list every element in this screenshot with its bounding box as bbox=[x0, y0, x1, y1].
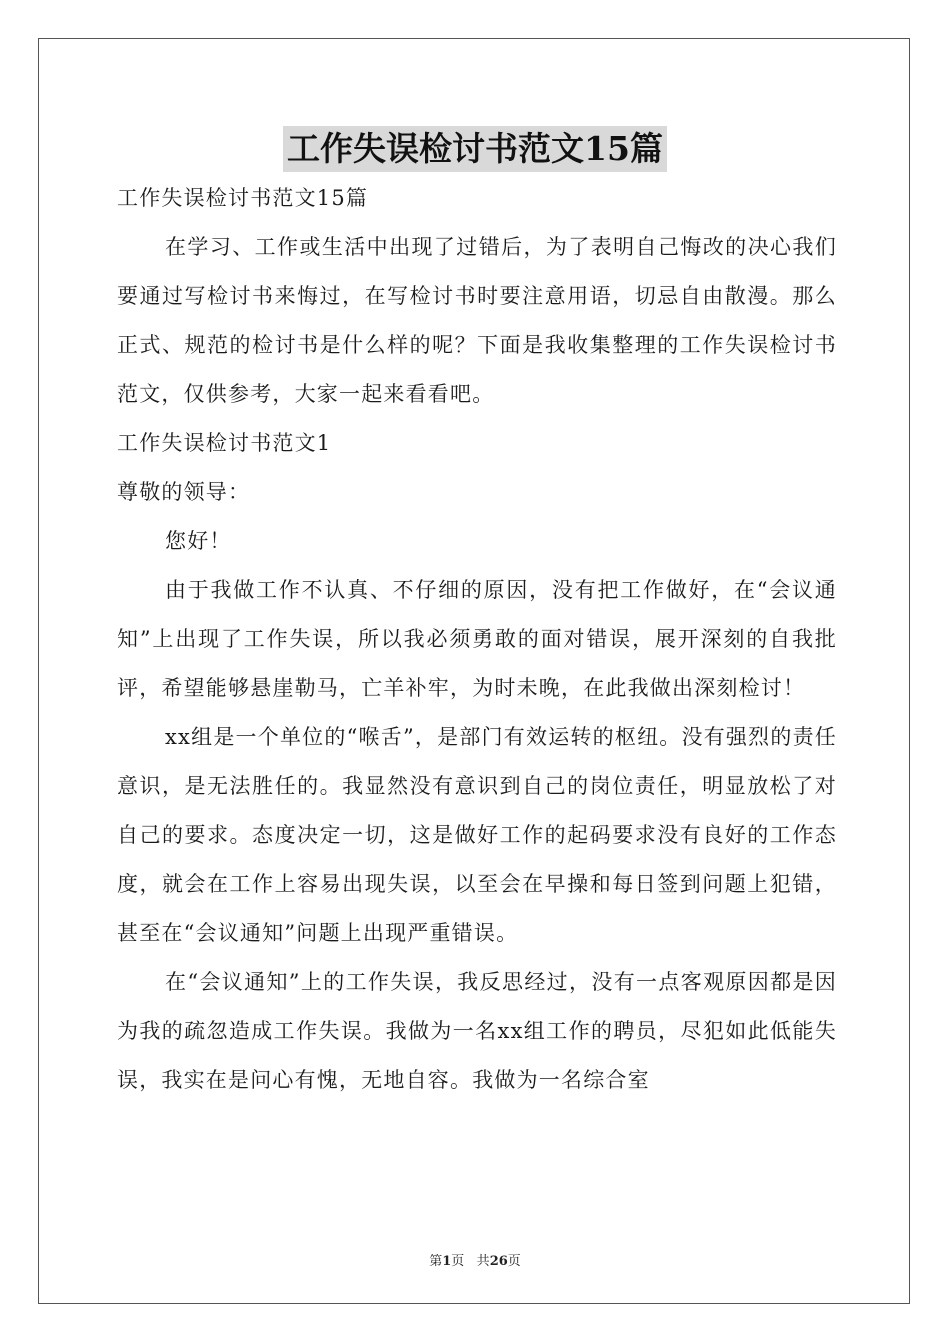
paragraph-intro: 在学习、工作或生活中出现了过错后，为了表明自己悔改的决心我们要通过写检讨书来悔过，在写检讨书时要注意用语，切忌自由散漫。那么正式、规范的检讨书是什么样的呢？下面是我收集整理的工作失误检讨书范文，仅供参考，大家一起来看看吧。 bbox=[117, 235, 837, 406]
paragraph-body: xx组是一个单位的“喉舌”，是部门有效运转的枢纽。没有强烈的责任意识，是无法胜任的。我显然没有意识到自己的岗位责任，明显放松了对自己的要求。态度决定一切，这是做好工作的起码要求没有良好的工作态度，就会在工作上容易出现失误，以至会在早操和每日签到问题上犯错，甚至在“会议通知”问题上出现严重错误。 bbox=[117, 725, 837, 945]
paragraph-salutation: 尊敬的领导： bbox=[117, 480, 251, 504]
footer-total-prefix: 共 bbox=[476, 1254, 490, 1269]
footer-page-suffix: 页 bbox=[451, 1254, 465, 1269]
footer-total-pages: 26 bbox=[489, 1254, 508, 1269]
paragraph-subtitle: 工作失误检讨书范文15篇 bbox=[117, 186, 369, 210]
document-title-row bbox=[0, 126, 950, 178]
document-title: 工作失误检讨书范文15篇 bbox=[283, 126, 667, 172]
paragraph-section-heading: 工作失误检讨书范文1 bbox=[117, 431, 332, 455]
paragraph-body: 在“会议通知”上的工作失误，我反思经过，没有一点客观原因都是因为我的疏忽造成工作失误。我做为一名xx组工作的聘员，尽犯如此低能失误，我实在是问心有愧，无地自容。我做为一名综合室 bbox=[117, 970, 837, 1092]
footer-total-suffix: 页 bbox=[507, 1254, 521, 1269]
document-body bbox=[117, 174, 837, 1105]
page-footer bbox=[0, 1250, 950, 1269]
paragraph-greeting: 您好！ bbox=[165, 529, 232, 553]
footer-page-number: 1 bbox=[442, 1254, 452, 1269]
paragraph-body: 由于我做工作不认真、不仔细的原因，没有把工作做好，在“会议通知”上出现了工作失误，所以我必须勇敢的面对错误，展开深刻的自我批评，希望能够悬崖勒马，亡羊补牢，为时未晚，在此我做出深刻检讨！ bbox=[117, 578, 837, 700]
footer-page-prefix: 第 bbox=[429, 1254, 443, 1269]
